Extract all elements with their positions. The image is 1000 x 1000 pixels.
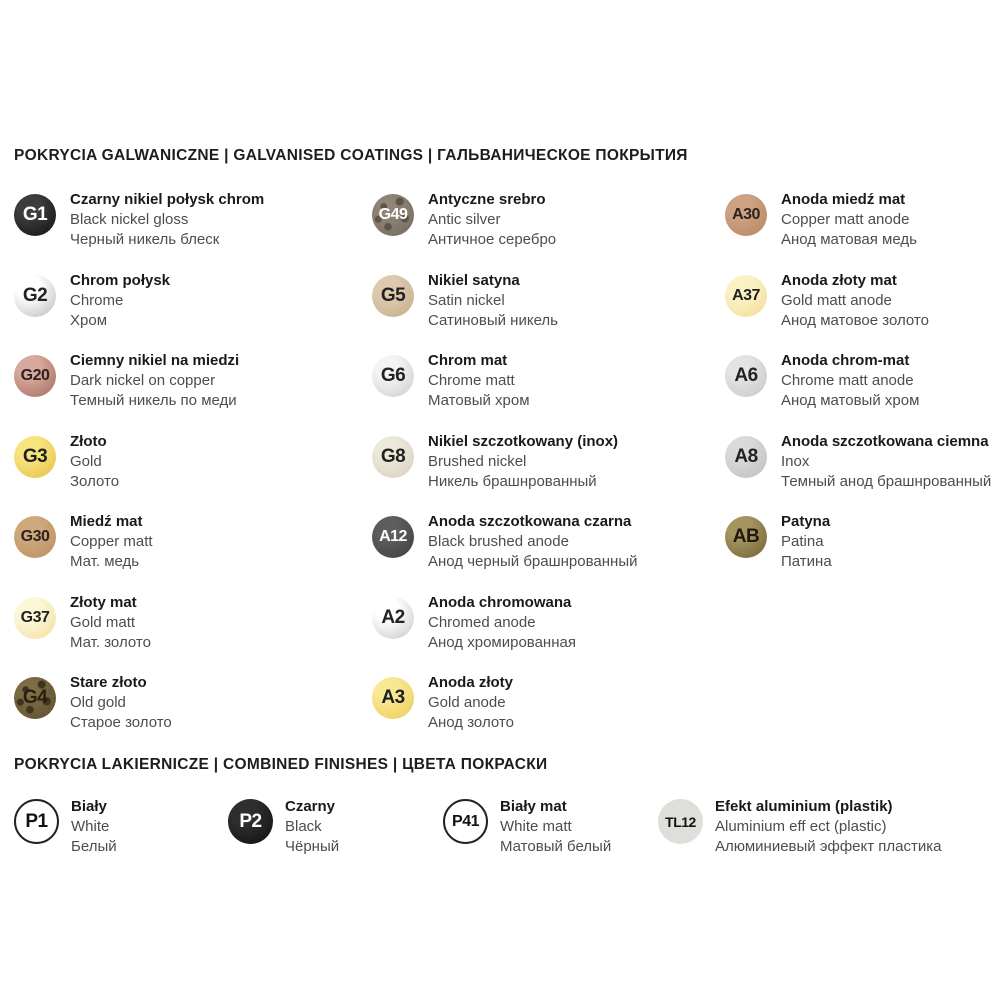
finish-code: G5 bbox=[380, 284, 406, 306]
finish-entry bbox=[372, 432, 707, 492]
finish-entry bbox=[228, 797, 339, 861]
finish-entry bbox=[14, 271, 349, 331]
finish-name-ru: Алюминиевый эффект пластика bbox=[715, 838, 942, 855]
finish-name-en: Inox bbox=[781, 452, 810, 470]
lacquer-section-title: POKRYCIA LAKIERNICZE | COMBINED FINISHES | ЦВЕТА ПОКРАСКИ bbox=[14, 756, 548, 773]
finish-color-swatch bbox=[725, 516, 767, 558]
finish-color-swatch bbox=[443, 799, 488, 844]
finish-name-ru: Анод черный брашнрованный bbox=[428, 553, 638, 570]
finish-name-en: Gold matt anode bbox=[781, 291, 892, 309]
finish-color-swatch bbox=[725, 355, 767, 397]
finish-labels bbox=[70, 673, 172, 733]
finish-code: G30 bbox=[20, 528, 50, 545]
finish-labels bbox=[781, 190, 917, 250]
finish-name-en: Chrome bbox=[70, 291, 124, 309]
finish-name-en: Gold bbox=[70, 452, 102, 470]
finish-code: G1 bbox=[22, 204, 48, 225]
finish-labels bbox=[71, 797, 117, 857]
finish-entry bbox=[372, 190, 707, 250]
finish-color-swatch bbox=[14, 516, 56, 558]
finish-name-ru: Темный никель по меди bbox=[70, 392, 237, 409]
finish-name-ru: Мат. золото bbox=[70, 633, 151, 651]
finish-color-swatch bbox=[658, 799, 703, 844]
finish-code: G6 bbox=[380, 365, 406, 386]
finish-color-swatch bbox=[372, 194, 414, 236]
finish-name-en: Satin nickel bbox=[428, 291, 505, 309]
finish-color-swatch bbox=[14, 677, 56, 719]
finish-name-ru: Белый bbox=[71, 838, 117, 855]
finish-name-en: Patina bbox=[781, 533, 824, 550]
finish-color-swatch bbox=[725, 194, 767, 236]
finish-color-swatch bbox=[725, 275, 767, 317]
finish-name-pl: Anoda chromowana bbox=[428, 593, 572, 611]
finish-name-en: Black nickel gloss bbox=[70, 211, 189, 228]
finish-name-ru: Анод золото bbox=[428, 714, 514, 731]
finish-name-pl: Anoda złoty bbox=[428, 674, 513, 691]
finish-code: G2 bbox=[22, 284, 48, 306]
finish-code: G49 bbox=[378, 206, 408, 223]
finish-code: P41 bbox=[452, 812, 479, 830]
finish-name-pl: Stare złoto bbox=[70, 674, 147, 691]
finish-name-pl: Biały mat bbox=[500, 798, 567, 815]
finish-color-swatch bbox=[14, 799, 59, 844]
finish-name-en: Dark nickel on copper bbox=[70, 372, 216, 389]
finish-name-pl: Anoda szczotkowana ciemna bbox=[781, 432, 989, 450]
finish-name-ru: Золото bbox=[70, 472, 120, 490]
finish-name-pl: Złoty mat bbox=[70, 593, 137, 611]
finish-entry bbox=[372, 593, 707, 653]
finish-entry bbox=[14, 351, 349, 411]
finish-name-en: Copper matt anode bbox=[781, 211, 910, 228]
finish-labels bbox=[70, 190, 264, 250]
finish-entry bbox=[14, 190, 349, 250]
finish-color-swatch bbox=[372, 516, 414, 558]
finish-labels bbox=[70, 512, 153, 572]
finish-name-en: Aluminium eff ect (plastic) bbox=[715, 818, 887, 835]
finish-entry bbox=[725, 512, 995, 572]
finish-name-pl: Anoda miedź mat bbox=[781, 191, 906, 208]
finish-color-swatch bbox=[372, 436, 414, 478]
finish-labels bbox=[428, 271, 558, 331]
finish-entry bbox=[725, 271, 995, 331]
finish-entry bbox=[14, 512, 349, 572]
galvanic-section-title: POKRYCIA GALWANICZNE | GALVANISED COATINGS | ГАЛЬВАНИЧЕСКОЕ ПОКРЫТИЯ bbox=[14, 147, 688, 164]
finish-name-ru: Матовый хром bbox=[428, 392, 530, 409]
finish-name-ru: Черный никель блеск bbox=[70, 231, 220, 248]
finish-name-ru: Хром bbox=[70, 311, 108, 329]
finish-entry bbox=[14, 593, 349, 653]
galvanic-column-2 bbox=[372, 190, 707, 733]
finish-color-swatch bbox=[14, 355, 56, 397]
finish-name-pl: Biały bbox=[71, 798, 107, 815]
finish-name-en: Antic silver bbox=[428, 211, 501, 228]
finish-labels bbox=[428, 351, 530, 411]
finish-color-swatch bbox=[14, 194, 56, 236]
finish-name-ru: Анод матовый хром bbox=[781, 392, 920, 409]
finish-entry bbox=[372, 673, 707, 733]
finish-name-pl: Ciemny nikiel na miedzi bbox=[70, 352, 240, 369]
finish-name-pl: Anoda złoty mat bbox=[781, 271, 897, 289]
finish-entry bbox=[372, 512, 707, 572]
finish-name-en: White bbox=[71, 818, 110, 835]
finish-code: AB bbox=[732, 526, 760, 547]
finish-code: A3 bbox=[381, 687, 405, 708]
finish-name-ru: Темный анод брашнрованный bbox=[781, 472, 992, 490]
finish-entry bbox=[14, 797, 117, 861]
finish-name-ru: Сатиновый никель bbox=[428, 311, 558, 329]
finish-name-pl: Nikiel szczotkowany (inox) bbox=[428, 432, 619, 450]
finish-labels bbox=[781, 271, 929, 331]
finish-code: TL12 bbox=[665, 813, 696, 830]
finish-name-en: Chrome matt bbox=[428, 372, 515, 389]
finish-name-pl: Czarny nikiel połysk chrom bbox=[70, 191, 265, 208]
finish-name-pl: Efekt aluminium (plastik) bbox=[715, 798, 893, 815]
finish-code: A6 bbox=[734, 365, 758, 386]
finish-name-pl: Nikiel satyna bbox=[428, 271, 520, 289]
finish-name-pl: Miedź mat bbox=[70, 513, 143, 530]
finish-name-en: Gold anode bbox=[428, 694, 506, 711]
finish-color-swatch bbox=[372, 355, 414, 397]
finish-entry bbox=[658, 797, 941, 861]
finish-name-en: Copper matt bbox=[70, 533, 153, 550]
finish-code: A8 bbox=[734, 445, 758, 467]
finish-labels bbox=[428, 432, 618, 492]
finish-name-en: Brushed nickel bbox=[428, 452, 527, 470]
finish-name-ru: Античное серебро bbox=[428, 231, 557, 248]
finish-color-swatch bbox=[372, 597, 414, 639]
finish-labels bbox=[70, 351, 239, 411]
finish-name-en: Black brushed anode bbox=[428, 533, 569, 550]
finish-color-swatch bbox=[14, 275, 56, 317]
finish-labels bbox=[781, 351, 919, 411]
finish-code: G8 bbox=[380, 445, 406, 467]
finish-color-swatch bbox=[14, 436, 56, 478]
finish-name-pl: Anoda szczotkowana czarna bbox=[428, 513, 632, 530]
finish-code: A12 bbox=[379, 528, 407, 545]
finish-name-pl: Antyczne srebro bbox=[428, 191, 546, 208]
finish-code: G37 bbox=[20, 608, 50, 626]
finish-name-ru: Анод матовое золото bbox=[781, 311, 929, 329]
finish-name-ru: Анод матовая медь bbox=[781, 231, 917, 248]
finish-name-ru: Никель брашнрованный bbox=[428, 472, 597, 490]
finish-entry bbox=[725, 351, 995, 411]
finish-color-swatch bbox=[725, 436, 767, 478]
galvanic-column-1 bbox=[14, 190, 349, 733]
finish-entry bbox=[372, 351, 707, 411]
finish-code: P1 bbox=[25, 810, 48, 832]
finish-name-pl: Anoda chrom-mat bbox=[781, 352, 910, 369]
finish-entry bbox=[14, 673, 349, 733]
finish-color-swatch bbox=[372, 275, 414, 317]
finish-labels bbox=[70, 432, 119, 492]
finish-code: P2 bbox=[239, 810, 262, 832]
finish-labels bbox=[781, 512, 832, 572]
finish-name-ru: Матовый белый bbox=[500, 838, 612, 855]
finish-labels bbox=[285, 797, 339, 857]
finish-name-en: White matt bbox=[500, 818, 572, 835]
finish-name-en: Black bbox=[285, 818, 322, 835]
finish-labels bbox=[428, 512, 637, 572]
finish-entry bbox=[372, 271, 707, 331]
finish-labels bbox=[70, 271, 170, 331]
finish-labels bbox=[70, 593, 151, 653]
finish-labels bbox=[428, 673, 514, 733]
finish-name-ru: Чёрный bbox=[285, 838, 340, 855]
finish-entry bbox=[725, 432, 995, 492]
finish-labels bbox=[781, 432, 991, 492]
finish-name-ru: Старое золото bbox=[70, 714, 172, 731]
finish-color-swatch bbox=[228, 799, 273, 844]
finish-code: A2 bbox=[381, 606, 405, 628]
finish-code: A37 bbox=[732, 286, 760, 304]
finish-name-ru: Мат. медь bbox=[70, 553, 140, 570]
finish-name-en: Gold matt bbox=[70, 613, 136, 631]
finish-color-swatch bbox=[372, 677, 414, 719]
finish-code: G20 bbox=[20, 367, 50, 384]
finish-name-en: Old gold bbox=[70, 694, 126, 711]
galvanic-column-3 bbox=[725, 190, 995, 572]
finish-name-ru: Анод хромированная bbox=[428, 633, 576, 651]
finish-name-pl: Chrom połysk bbox=[70, 271, 171, 289]
finish-name-en: Chrome matt anode bbox=[781, 372, 914, 389]
finish-labels bbox=[428, 593, 576, 653]
finish-name-pl: Chrom mat bbox=[428, 352, 508, 369]
finish-labels bbox=[428, 190, 556, 250]
finish-code: A30 bbox=[732, 206, 760, 223]
finish-labels bbox=[500, 797, 611, 857]
finish-name-ru: Патина bbox=[781, 553, 832, 570]
finish-name-pl: Złoto bbox=[70, 432, 107, 450]
finish-name-pl: Patyna bbox=[781, 513, 831, 530]
finish-code: G4 bbox=[22, 687, 48, 708]
finish-labels bbox=[715, 797, 941, 857]
finish-entry bbox=[725, 190, 995, 250]
finish-name-en: Chromed anode bbox=[428, 613, 536, 631]
finish-entry bbox=[14, 432, 349, 492]
finish-color-swatch bbox=[14, 597, 56, 639]
finish-entry bbox=[443, 797, 611, 861]
finish-code: G3 bbox=[22, 445, 48, 467]
finish-name-pl: Czarny bbox=[285, 798, 336, 815]
